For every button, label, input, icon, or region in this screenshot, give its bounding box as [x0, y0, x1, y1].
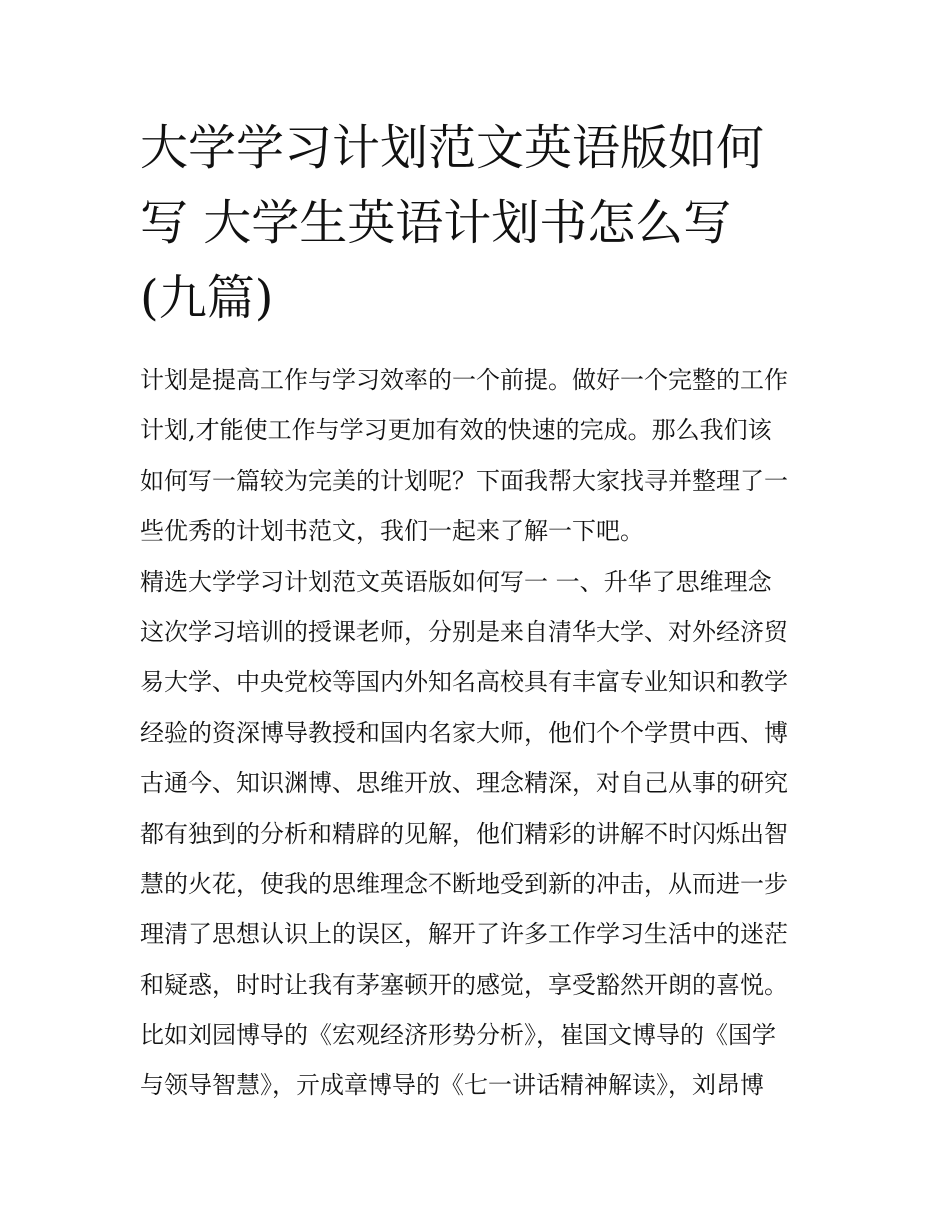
title-line: (九篇)	[140, 270, 274, 326]
paragraph-line: 都有独到的分析和精辟的见解，他们精彩的讲解不时闪烁出智	[140, 819, 788, 848]
paragraph-line: 比如刘园博导的《宏观经济形势分析》，崔国文博导的《国学	[140, 1021, 776, 1050]
title-line: 写 大学生英语计划书怎么写	[140, 195, 732, 251]
intro-line: 如何写一篇较为完美的计划呢？下面我帮大家找寻并整理了一	[140, 466, 788, 495]
paragraph-line: 和疑惑，时时让我有茅塞顿开的感觉，享受豁然开朗的喜悦。	[140, 970, 788, 999]
paragraph-line: 古通今、知识渊博、思维开放、理念精深，对自己从事的研究	[140, 769, 788, 798]
paragraph-line: 与领导智慧》，亓成章博导的《七一讲话精神解读》，刘昂博	[140, 1071, 764, 1100]
paragraph-line: 理清了思想认识上的误区，解开了许多工作学习生活中的迷茫	[140, 920, 788, 949]
intro-line: 些优秀的计划书范文，我们一起来了解一下吧。	[140, 517, 644, 546]
paragraph-line: 慧的火花，使我的思维理念不断地受到新的冲击，从而进一步	[140, 869, 788, 898]
section-heading-line: 精选大学学习计划范文英语版如何写一 一、升华了思维理念	[140, 567, 772, 596]
title-line: 大学学习计划范文英语版如何	[140, 120, 765, 176]
document-title	[140, 116, 830, 341]
intro-line: 计划是提高工作与学习效率的一个前提。做好一个完整的工作	[140, 366, 788, 394]
paragraph-line: 经验的资深博导教授和国内名家大师，他们个个学贯中西、博	[140, 718, 788, 747]
paragraph-line: 这次学习培训的授课老师，分别是来自清华大学、对外经济贸	[140, 617, 788, 646]
intro-line: 计划,才能使工作与学习更加有效的快速的完成。那么我们该	[140, 416, 772, 445]
document-body	[140, 356, 830, 1112]
paragraph-line: 易大学、中央党校等国内外知名高校具有丰富专业知识和教学	[140, 668, 788, 697]
